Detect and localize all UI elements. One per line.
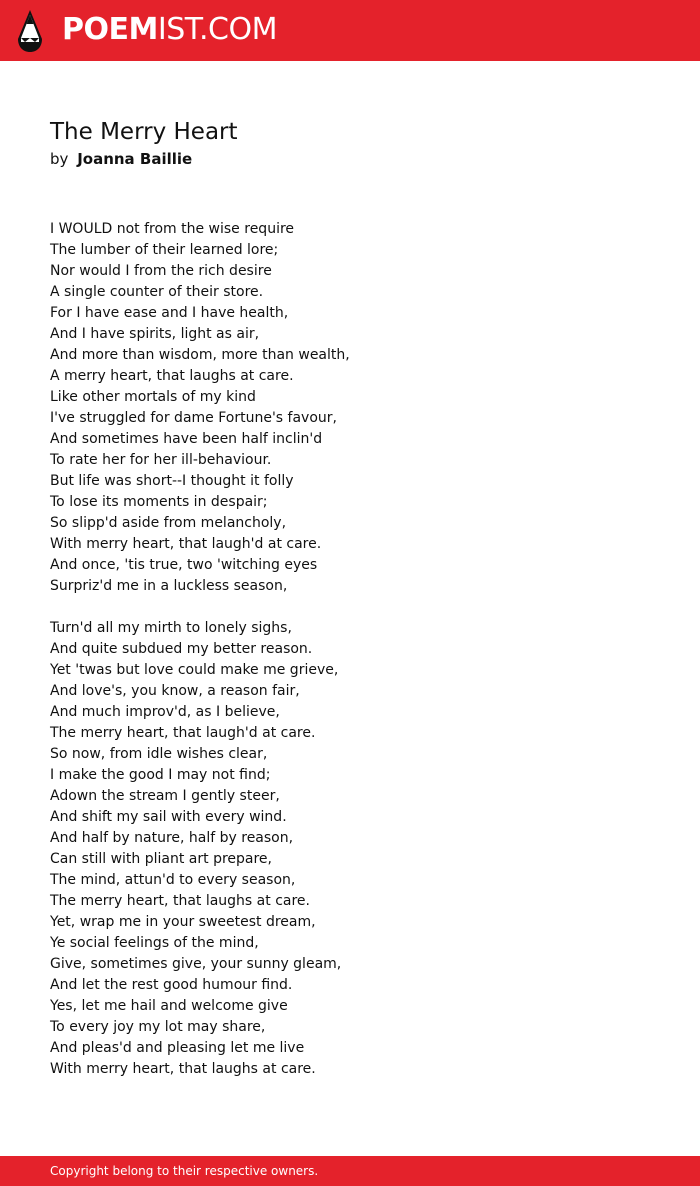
poem-line: The lumber of their learned lore;: [50, 242, 279, 258]
poem-line: And once, 'tis true, two 'witching eyes: [50, 557, 318, 573]
poem-line: Yet, wrap me in your sweetest dream,: [50, 914, 316, 930]
poem-line: I WOULD not from the wise require: [50, 221, 295, 237]
pencil-tip-icon[interactable]: [16, 9, 44, 53]
poem-stanza: [50, 219, 650, 597]
poem-line: And quite subdued my better reason.: [50, 641, 313, 657]
site-footer: [0, 1156, 700, 1186]
site-logo[interactable]: [62, 12, 277, 48]
poem-line: For I have ease and I have health,: [50, 305, 289, 321]
poem-line: The merry heart, that laugh'd at care.: [50, 725, 316, 741]
poem-line: Ye social feelings of the mind,: [50, 935, 259, 951]
poem-line: To rate her for her ill-behaviour.: [50, 452, 272, 468]
byline: [50, 148, 192, 170]
poem-line: Like other mortals of my kind: [50, 389, 256, 405]
poem-line: And pleas'd and pleasing let me live: [50, 1040, 305, 1056]
poem-line: But life was short--I thought it folly: [50, 473, 294, 489]
poem-line: And half by nature, half by reason,: [50, 830, 294, 846]
poem-line: I make the good I may not find;: [50, 767, 271, 783]
poem-line: Surpriz'd me in a luckless season,: [50, 578, 288, 594]
poem-line: The merry heart, that laughs at care.: [50, 893, 310, 909]
poem-line: The mind, attun'd to every season,: [50, 872, 296, 888]
poem-line: And love's, you know, a reason fair,: [50, 683, 300, 699]
poem-title: The Merry Heart: [50, 119, 238, 145]
author-name[interactable]: Joanna Baillie: [77, 150, 193, 168]
poem-line: And sometimes have been half inclin'd: [50, 431, 323, 447]
poem-line: Yet 'twas but love could make me grieve,: [50, 662, 339, 678]
poem-line: Turn'd all my mirth to lonely sighs,: [50, 620, 292, 636]
poem-line: To every joy my lot may share,: [50, 1019, 266, 1035]
poem-line: Yes, let me hail and welcome give: [50, 998, 288, 1014]
by-label: by: [50, 150, 69, 168]
poem-line: To lose its moments in despair;: [50, 494, 268, 510]
copyright-notice: Copyright belong to their respective owners.: [50, 1164, 319, 1178]
poem-stanza: [50, 618, 650, 1080]
poem-line: With merry heart, that laughs at care.: [50, 1061, 316, 1077]
poem-line: Adown the stream I gently steer,: [50, 788, 280, 804]
poem-line: With merry heart, that laugh'd at care.: [50, 536, 322, 552]
poem-line: Nor would I from the rich desire: [50, 263, 272, 279]
poem-line: And I have spirits, light as air,: [50, 326, 260, 342]
poem-line: I've struggled for dame Fortune's favour,: [50, 410, 337, 426]
poem-line: And more than wisdom, more than wealth,: [50, 347, 350, 363]
poem-line: And shift my sail with every wind.: [50, 809, 287, 825]
poem-line: So slipp'd aside from melancholy,: [50, 515, 287, 531]
poem-line: So now, from idle wishes clear,: [50, 746, 268, 762]
poem-line: Give, sometimes give, your sunny gleam,: [50, 956, 342, 972]
poem-line: Can still with pliant art prepare,: [50, 851, 272, 867]
poem-line: A merry heart, that laughs at care.: [50, 368, 294, 384]
poem-line: A single counter of their store.: [50, 284, 264, 300]
logo-bold-text: POEM: [62, 12, 158, 47]
site-header: [0, 0, 700, 61]
poem-line: And let the rest good humour find.: [50, 977, 293, 993]
logo-light-text: IST.COM: [157, 12, 277, 47]
poem-line: And much improv'd, as I believe,: [50, 704, 280, 720]
